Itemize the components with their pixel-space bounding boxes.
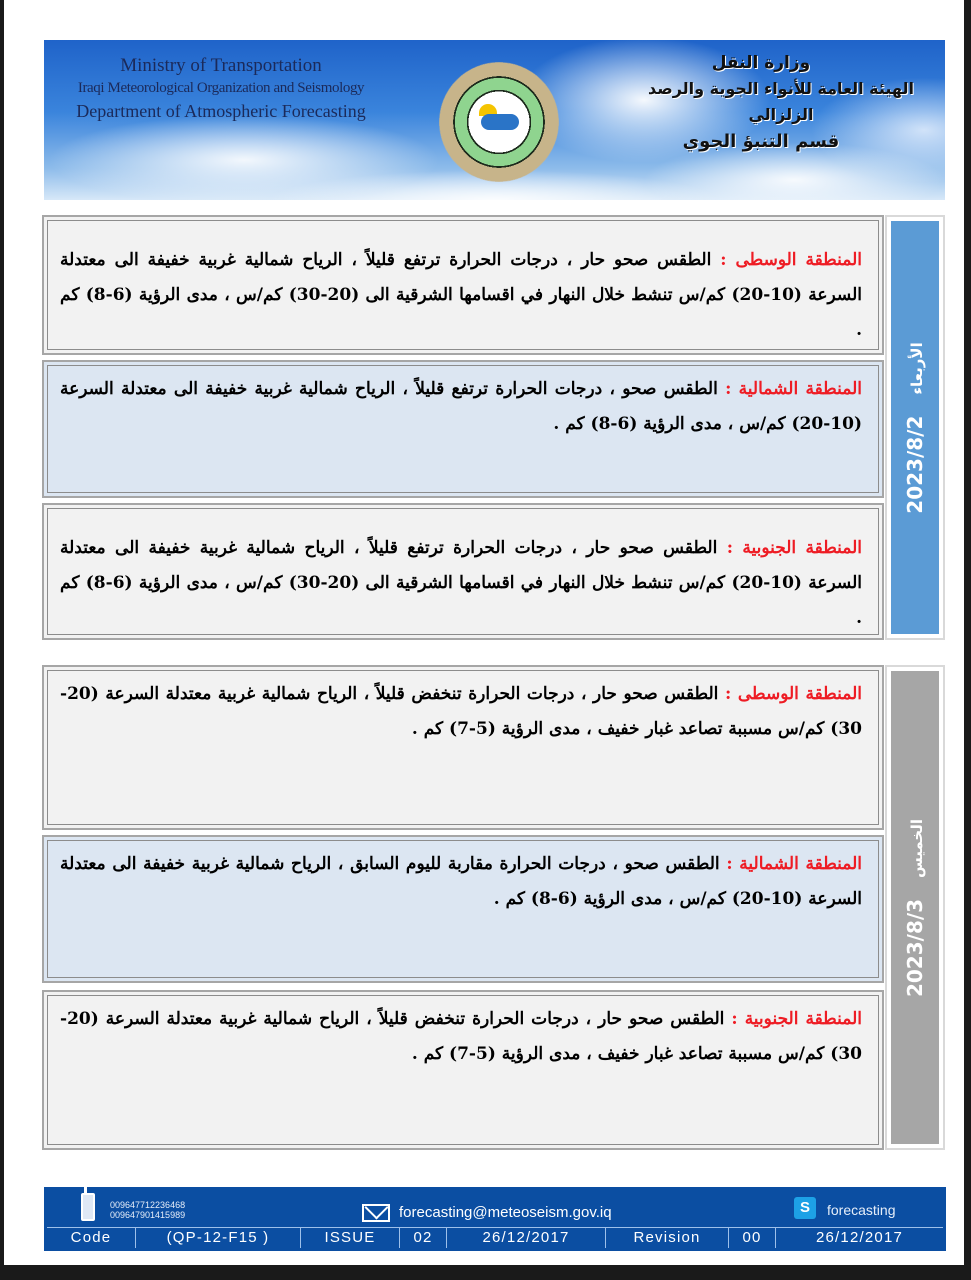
region-forecast: الطقس صحو ، درجات الحرارة مقاربة لليوم السابق ، الرياح شمالية غربية خفيفة الى معتدلة السرعة (10-20) كم/س ، مدى الرؤية (6-8) كم .	[60, 854, 862, 909]
day-section-thursday	[42, 665, 945, 1150]
issue-value: 02	[400, 1228, 447, 1248]
region-forecast: الطقس صحو حار ، درجات الحرارة تنخفض قليلاً ، الرياح شمالية غربية معتدلة السرعة (20-30) كم/س مسببة تصاعد غبار خفيف ، مدى الرؤية (5-7) كم .	[60, 1009, 862, 1064]
organization-name-ar: الهيئة العامة للأنواء الجوية والرصد الزلزالي	[648, 79, 914, 124]
code-label: Code	[47, 1228, 136, 1248]
date-bar	[891, 221, 939, 634]
english-header	[56, 54, 386, 123]
region-label: المنطقة الشمالية :	[725, 379, 862, 399]
date-value: 2023/8/2	[903, 415, 927, 514]
ministry-name-ar: وزارة النقل	[711, 53, 811, 73]
email-link[interactable]: forecasting@meteoseism.gov.iq	[399, 1204, 612, 1221]
region-box-south	[42, 503, 884, 640]
revision-date: 26/12/2017	[815, 1229, 904, 1246]
day-name: الخميس	[908, 818, 926, 878]
date-label	[903, 818, 927, 996]
region-forecast: الطقس صحو حار ، درجات الحرارة ترتفع قليلاً ، الرياح شمالية غربية خفيفة الى معتدلة السرعة (10-20) كم/س تنشط خلال النهار في اقسامها الشرقية الى (20-30) كم/س ، مدى الرؤية (6-8) كم .	[60, 250, 862, 340]
region-label: المنطقة الجنوبية :	[731, 1009, 862, 1029]
cloud-icon	[481, 114, 519, 130]
forecast-text	[47, 995, 879, 1145]
phone-number[interactable]: 009647901415989	[110, 1210, 186, 1220]
ministry-name-en: Ministry of Transportation	[120, 55, 322, 76]
region-box-south	[42, 990, 884, 1150]
region-label: المنطقة الشمالية :	[726, 854, 863, 874]
region-forecast: الطقس صحو حار ، درجات الحرارة ترتفع قليلاً ، الرياح شمالية غربية خفيفة الى معتدلة السرعة (10-20) كم/س تنشط خلال النهار في اقسامها الشرقية الى (20-30) كم/س ، مدى الرؤية (6-8) كم .	[60, 538, 862, 628]
region-forecast: الطقس صحو ، درجات الحرارة ترتفع قليلاً ، الرياح شمالية غربية خفيفة الى معتدلة السرعة (10-20) كم/س ، مدى الرؤية (6-8) كم .	[60, 379, 862, 434]
day-section-wednesday	[42, 215, 945, 640]
region-label: المنطقة الوسطى :	[724, 684, 862, 704]
skype-handle[interactable]: forecasting	[827, 1202, 896, 1218]
revision-value: 00	[729, 1228, 776, 1248]
date-sidebar	[885, 665, 945, 1150]
forecast-document	[4, 0, 964, 1265]
issue-date: 26/12/2017	[447, 1228, 606, 1248]
arabic-header	[631, 50, 931, 156]
region-box-central	[42, 665, 884, 830]
header-banner	[44, 40, 945, 200]
contact-footer	[44, 1187, 946, 1251]
forecast-text	[47, 220, 879, 350]
organization-logo-icon	[439, 62, 559, 182]
region-label: المنطقة الوسطى :	[720, 250, 862, 270]
day-name: الأربعاء	[908, 341, 926, 395]
department-name-ar: قسم التنبؤ الجوي	[682, 131, 840, 152]
revision-label: Revision	[606, 1228, 729, 1248]
date-label	[903, 342, 927, 513]
date-value: 2023/8/3	[903, 898, 927, 997]
region-box-north	[42, 835, 884, 983]
department-name-en: Department of Atmospheric Forecasting	[76, 101, 366, 121]
envelope-icon	[362, 1204, 390, 1222]
document-code-row	[47, 1227, 943, 1248]
forecast-text	[47, 508, 879, 635]
phone-number[interactable]: 009647712236468	[110, 1200, 186, 1210]
mobile-phone-icon	[81, 1193, 95, 1221]
date-sidebar	[885, 215, 945, 640]
region-box-central	[42, 215, 884, 355]
phone-numbers	[110, 1200, 185, 1220]
date-bar	[891, 671, 939, 1144]
skype-icon: S	[794, 1197, 816, 1219]
region-forecast: الطقس صحو حار ، درجات الحرارة تنخفض قليلاً ، الرياح شمالية غربية معتدلة السرعة (20-30) كم/س مسببة تصاعد غبار خفيف ، مدى الرؤية (5-7) كم .	[60, 684, 862, 739]
contact-row	[44, 1187, 946, 1227]
forecast-text	[47, 365, 879, 493]
forecast-text	[47, 670, 879, 825]
forecast-text	[47, 840, 879, 978]
region-label: المنطقة الجنوبية :	[726, 538, 862, 558]
code-value: (QP-12-F15 )	[136, 1228, 301, 1248]
region-box-north	[42, 360, 884, 498]
issue-label: ISSUE	[301, 1228, 400, 1248]
organization-name-en: Iraqi Meteorological Organization and Seismology	[77, 80, 365, 96]
